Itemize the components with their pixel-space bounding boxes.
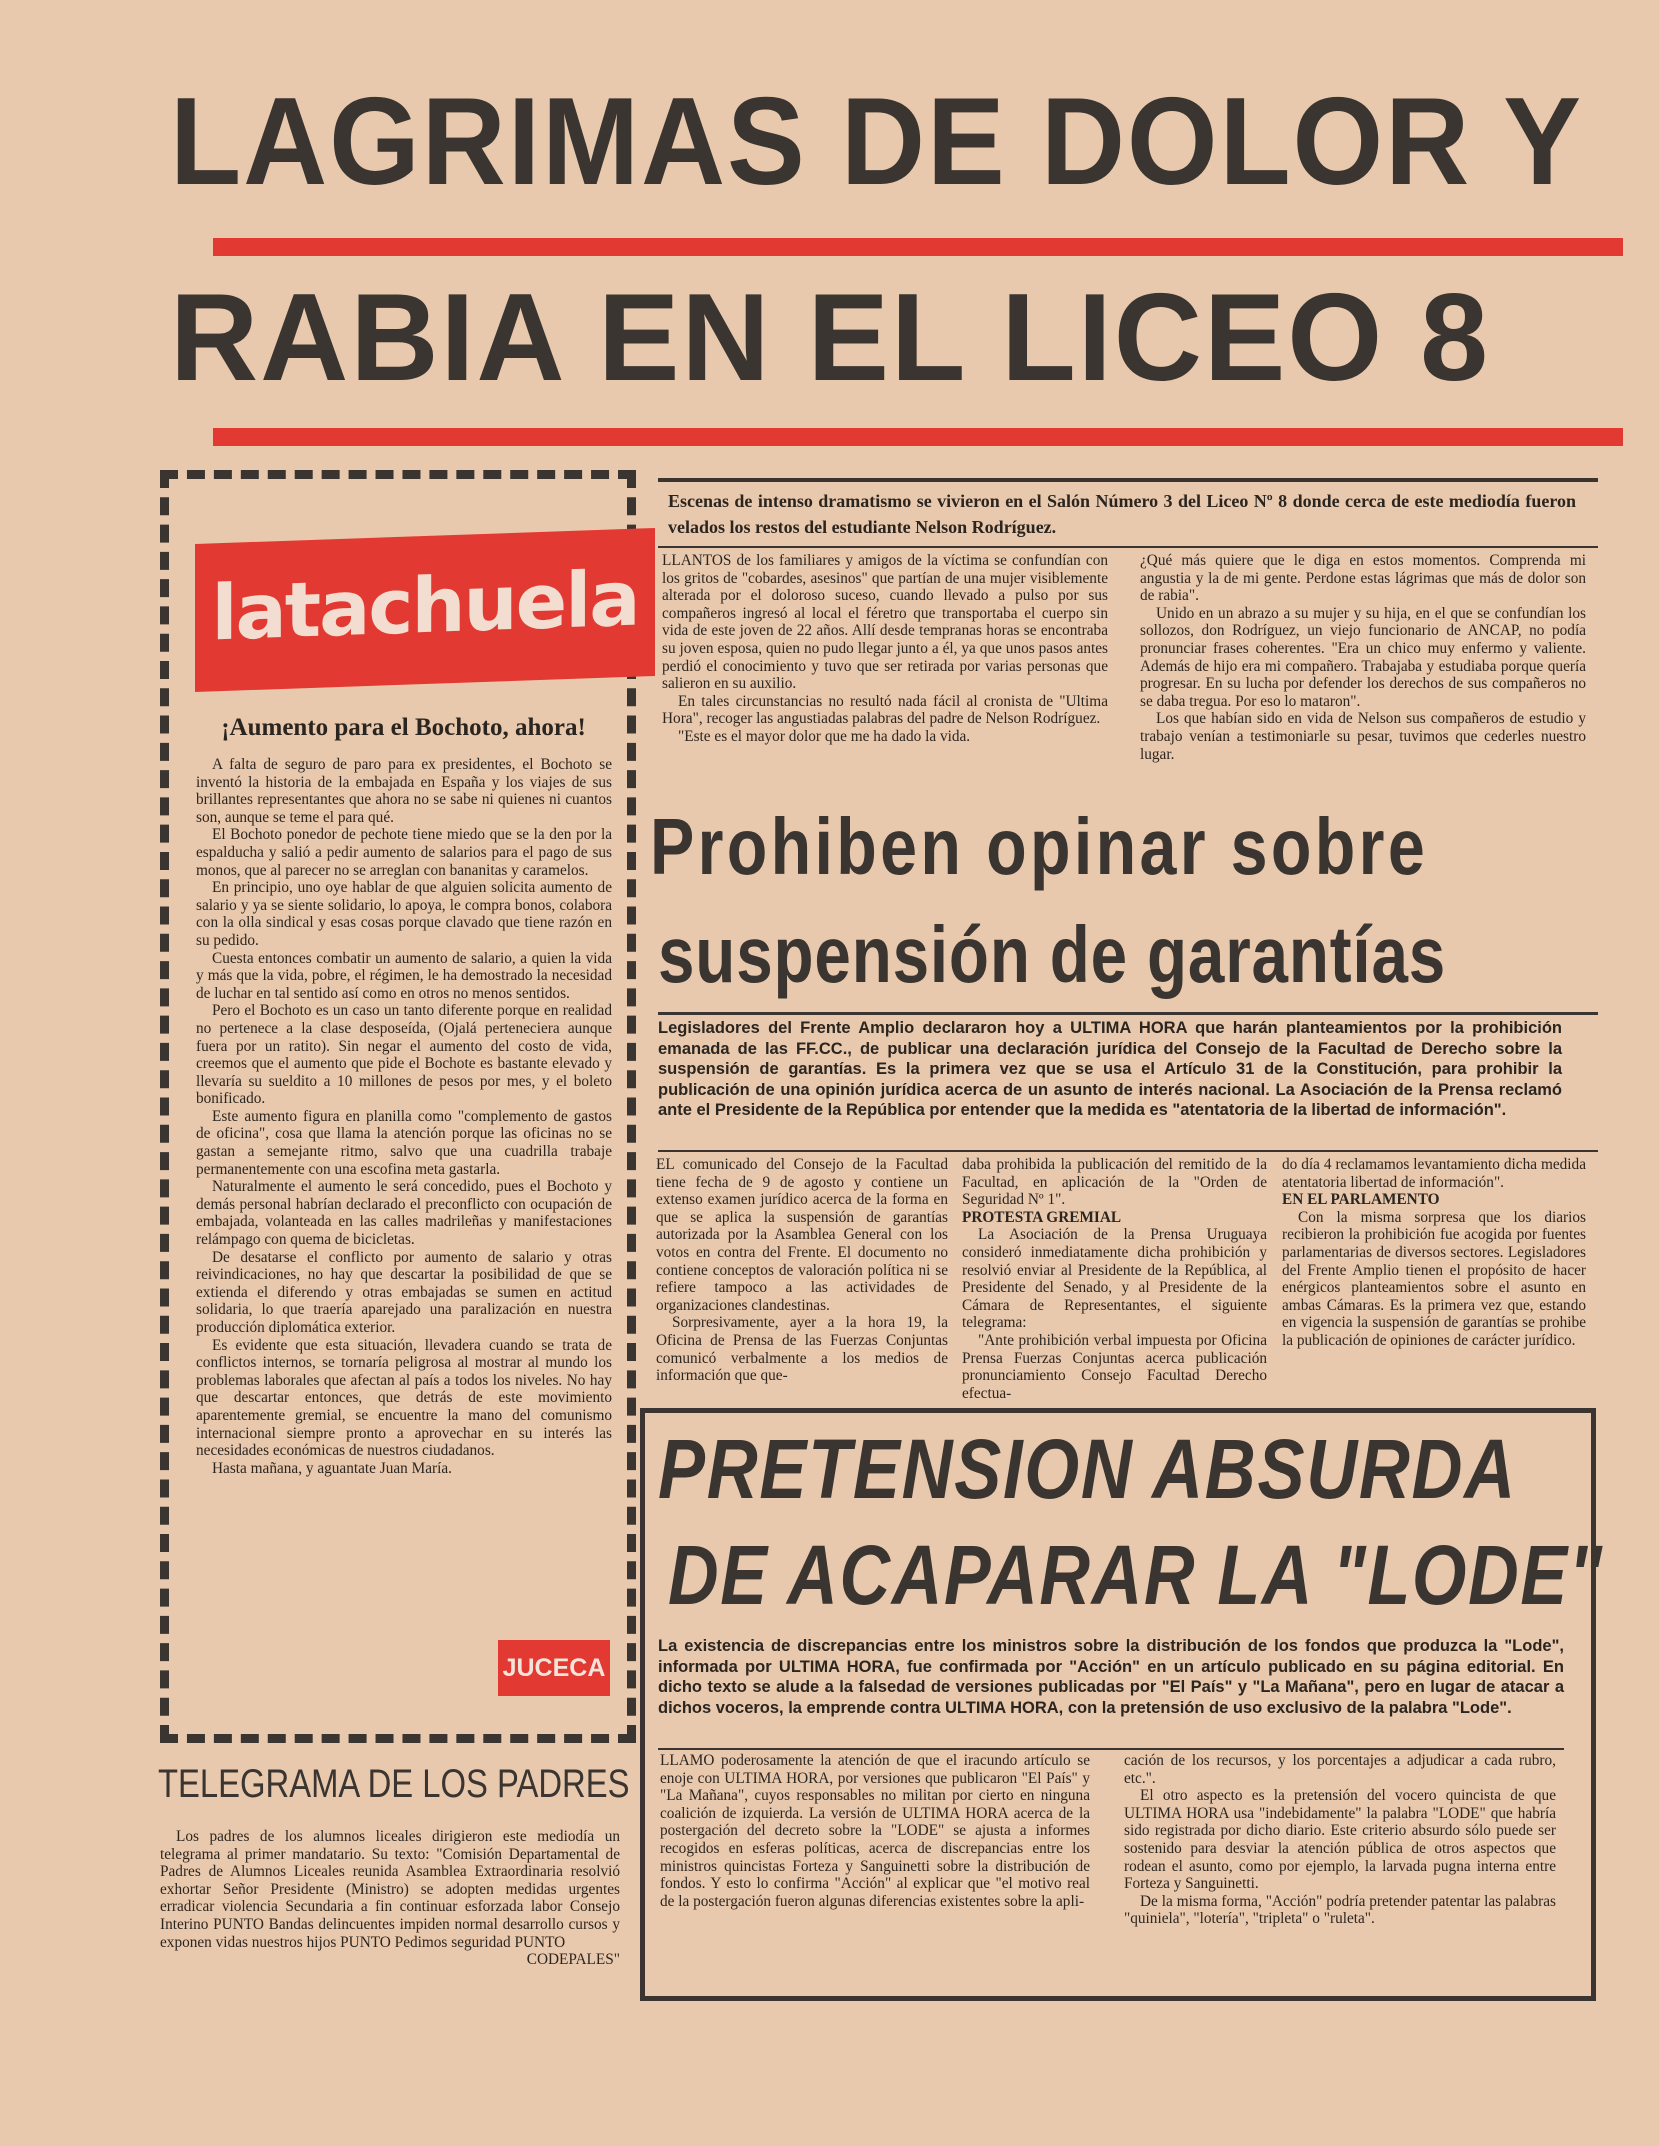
prohiben-paragraph: daba prohibida la publicación del remitido de la Facultad, en aplicación de la "Orden de Seguridad Nº 1". [962, 1156, 1267, 1209]
telegrama-title: TELEGRAMA DE LOS PADRES [158, 1762, 630, 1806]
prohiben-paragraph: La Asociación de la Prensa Uruguaya consideró inmediatamente dicha prohibición y resolvió enviar al Presidente de la República, al Presidente del Senado, y al Presidente de la Cámara de Representantes, el siguiente telegrama: [962, 1226, 1267, 1332]
prohiben-rule [658, 1012, 1598, 1015]
lode-col-2 [1124, 1752, 1556, 1928]
lode-paragraph: El otro aspecto es la pretensión del vocero quincista de que ULTIMA HORA usa "indebidamente" la palabra "LODE" que habría sido registrada por dicho diario. Este criterio absurdo sólo puede ser sostenido para desviar la atención pública de otros aspectos que rodean el asunto, como por ejemplo, la larvada pugna interna entre Forteza y Sanguinetti. [1124, 1787, 1556, 1893]
lode-paragraph: De la misma forma, "Acción" podría pretender patentar las palabras "quiniela", "lotería", "tripleta" o "ruleta". [1124, 1892, 1556, 1928]
tachuela-paragraph: De desatarse el conflicto por aumento de salario y otras reivindicaciones, no hay que descartar la posibilidad de que se extienda el diferendo y otras embajadas se sumen en actitud solidaria, lo que traería aparejado una paralización en nuestra producción diplomática exterior. [196, 1248, 612, 1336]
liceo-paragraph: Los que habían sido en vida de Nelson sus compañeros de estudio y trabajo venían a testimoniarle su pesar, tuvimos que cederles nuestro lugar. [1140, 710, 1586, 763]
liceo-col-1 [662, 552, 1108, 746]
tachuela-paragraph: A falta de seguro de paro para ex presidentes, el Bochoto se inventó la historia de la embajada en España y los viajes de sus brillantes representantes que ahora no se sabe ni quienes ni cuantos son, aunque se teme el para qué. [196, 756, 612, 826]
lead-rule-bottom [658, 546, 1598, 548]
liceo-lead: Escenas de intenso dramatismo se vivieron en el Salón Número 3 del Liceo Nº 8 donde cerca de este mediodía fueron velados los restos del estudiante Nelson Rodríguez. [668, 491, 1576, 537]
prohiben-col-1 [656, 1156, 948, 1385]
prohiben-title-2: suspensión de garantías [658, 910, 1447, 999]
lode-title-2: DE ACAPARAR LA "LODE" [668, 1528, 1604, 1622]
prohiben-col-2 [962, 1156, 1267, 1402]
tachuela-signature: JUCECA [498, 1640, 610, 1696]
prohiben-paragraph: Con la misma sorpresa que los diarios recibieron la prohibición fue acogida por fuentes parlamentarias de diversos sectores. Legisladores del Frente Amplio tienen el propósito de hacer enérgicos planteamientos sobre el asunto en ambas Cámaras. Es la primera vez que, estando en vigencia la suspensión de garantías se prohibe la publicación de opiniones de carácter jurídico. [1282, 1208, 1586, 1349]
liceo-paragraph: En tales circunstancias no resultó nada fácil al cronista de "Ultima Hora", recoger las angustiadas palabras del padre de Nelson Rodríguez. [662, 692, 1108, 728]
prohiben-paragraph: do día 4 reclamamos levantamiento dicha medida atentatoria libertad de información". [1282, 1156, 1586, 1191]
lode-col-1 [660, 1752, 1090, 1910]
lode-paragraph: cación de los recursos, y los porcentajes a adjudicar a cada rubro, etc.". [1124, 1752, 1556, 1787]
tachuela-paragraph: Pero el Bochoto es un caso un tanto diferente porque en realidad no pertenece a la clase desposeída, (Ojalá perteneciera aunque fuera por un ratito). Sin negar el aumento del costo de vida, creemos que el aumento que pide el Bochote es bastante elevado y llevaría su sueldito a 10 millones de pesos por mes, y el boleto bonificado. [196, 1002, 612, 1108]
tachuela-paragraph: Este aumento figura en planilla como "complemento de gastos de oficina", cosa que llama la atención porque las oficinas no se gastan a semejante ritmo, salvo que una cuadrilla trabaje permanentemente con una escofina meta gastarla. [196, 1107, 612, 1178]
prohiben-lead: Legisladores del Frente Amplio declararon hoy a ULTIMA HORA que harán planteamientos por la prohibición emanada de las FF.CC., de publicar una declaración jurídica del Consejo de la Facultad de Derecho sobre la suspensión de garantías. Es la primera vez que se usa el Artículo 31 de la Constitución, para prohibir la publicación de una opinión jurídica acerca de un asunto de interés nacional. La Asociación de la Prensa reclamó ante el Presidente de la República por entender que la medida es "atentatoria de la libertad de información". [658, 1019, 1562, 1119]
liceo-paragraph: "Este es el mayor dolor que me ha dado la vida. [678, 727, 971, 745]
lode-paragraph: LLAMO poderosamente la atención de que el iracundo artículo se enoje con ULTIMA HORA, por versiones que publicaron "El País" y "La Mañana", cuyos responsables no militan por cierto en ninguna coalición de izquierda. La versión de ULTIMA HORA acerca de la postergación del decreto sobre la "LODE" se ajusta a informes recogidos en esferas políticas, acerca de discrepancias entre los ministros quincistas Forteza y Sanguinetti sobre la distribución de fondos. Y esto lo confirma "Acción" al explicar que "el motivo real de la postergación fueron algunas diferencias existentes sobre la apli- [660, 1752, 1090, 1910]
prohiben-subhead: EN EL PARLAMENTO [1282, 1191, 1440, 1209]
tachuela-paragraph: En principio, uno oye hablar de que alguien solicita aumento de salario y ya se siente solidario, lo apoya, le compra bonos, colabora con la olla sindical y esas cosas porque clavado que tiene razón en su pedido. [196, 879, 612, 949]
tachuela-paragraph: Es evidente que esta situación, llevadera cuando se trata de conflictos internos, se tornaría peligrosa al mostrar al mundo los problemas laborales que afectan al país a todos los niveles. No hay que descartar entonces, que detrás de este movimiento aparentemente gremial, se encuentre la mano del comunismo internacional siempre pronto a aprovechar en su interés las necesidades económicas de nuestros ciudadanos. [196, 1336, 612, 1460]
tachuela-title: ¡Aumento para el Bochoto, ahora! [221, 714, 586, 741]
liceo-paragraph: Unido en un abrazo a su mujer y su hija, en el que se confundían los sollozos, don Rodríguez, un viejo funcionario de ANCAP, no podía pronunciar frases coherentes. "Era un chico muy enfermo y valiente. Además de hijo era mi compañero. Trabajaba y estudiaba porque quería progresar. En su lucha por defender los derechos de sus compañeros no se daba tregua. Por eso lo mataron". [1140, 604, 1586, 710]
telegrama-sign: CODEPALES" [526, 1951, 620, 1969]
prohiben-col-3 [1282, 1156, 1586, 1350]
lode-title-1: PRETENSION ABSURDA [658, 1422, 1517, 1516]
liceo-paragraph: LLANTOS de los familiares y amigos de la víctima se confundían con los gritos de "cobardes, asesinos" que partían de una mujer visiblemente alterada por el doloroso suceso, cuando llevado a pulso por sus compañeros ingresó al local el féretro que transportaba el cuerpo sin vida de este joven de 22 años. Allí desde tempranas horas se encontraba su joven esposa, quien no pudo llegar junto a él, ya que unos pasos antes perdió el conocimiento y tuvo que ser retirada por varias personas que salieron en su auxilio. [662, 552, 1108, 693]
tachuela-paragraph: Hasta mañana, y aguantate Juan María. [212, 1459, 452, 1477]
tachuela-body [196, 756, 612, 1477]
tachuela-paragraph: Naturalmente el aumento le será concedido, pues el Bochoto y demás personal habrían declarado el preconflicto con ocupación de embajada, volanteada en las calles madrileñas y manifestaciones relámpago con quema de bicicletas. [196, 1178, 612, 1249]
headline-line-2: RABIA EN EL LICEO 8 [170, 269, 1491, 407]
telegrama-text: Los padres de los alumnos liceales dirigieron este mediodía un telegrama al primer mandatario. Su texto: "Comisión Departamental de Padres de Alumnos Liceales reunida Asamblea Extraordinaria resolvió exhortar Señor Presidente (Ministro) se adopten medidas urgentes erradicar violencia Secundaria a fin continuar esforzada labor Consejo Interino PUNTO Bandas delincuentes impiden normal desarrollo cursos y exponen vidas nuestros hijos PUNTO Pedimos seguridad PUNTO [160, 1828, 620, 1951]
prohiben-rule-bottom [658, 1150, 1598, 1152]
prohiben-paragraph: "Ante prohibición verbal impuesta por Oficina Prensa Fuerzas Conjuntas acerca publicación pronunciamiento Consejo Facultad Derecho efectua- [962, 1331, 1267, 1402]
tachuela-paragraph: El Bochoto ponedor de pechote tiene miedo que se la den por la espalducha y salió a pedir aumento de salarios para el pago de sus monos, que al parecer no se arreglan con bananitas y caramelos. [196, 826, 612, 879]
tachuela-paragraph: Cuesta entonces combatir un aumento de salario, a quien la vida y más que la vida, pobre, el régimen, le ha demostrado la necesidad de luchar en tal sentido así como en otros no menos sentidos. [196, 949, 612, 1002]
headline-rule-2 [213, 428, 1623, 446]
lead-rule [658, 478, 1598, 482]
tachuela-logo-block [195, 528, 655, 692]
prohiben-title-1: Prohiben opinar sobre [650, 802, 1429, 891]
telegrama-body [160, 1828, 620, 1969]
lode-rule [658, 1748, 1564, 1750]
prohiben-subhead: PROTESTA GREMIAL [962, 1208, 1122, 1226]
lode-lead: La existencia de discrepancias entre los ministros sobre la distribución de los fondos que produzca la "Lode", informada por ULTIMA HORA, fue confirmada por "Acción" en un artículo publicado en su página editorial. En dicho texto se alude a la falsedad de versiones publicadas por "El País" y "La Mañana", pero en lugar de atacar a dichos voceros, la emprende contra ULTIMA HORA, con la pretensión de uso exclusivo de la palabra "Lode". [658, 1637, 1564, 1717]
liceo-paragraph: ¿Qué más quiere que le diga en estos momentos. Comprenda mi angustia y la de mi gente. Perdone estas lágrimas que más de dolor son de rabia". [1140, 552, 1586, 605]
prohiben-paragraph: Sorpresivamente, ayer a la hora 19, la Oficina de Prensa de las Fuerzas Conjuntas comunicó verbalmente a los medios de información que que- [656, 1314, 948, 1385]
tachuela-logo: latachuela [211, 553, 639, 658]
headline-rule-1 [213, 238, 1623, 256]
headline-line-1: LAGRIMAS DE DOLOR Y [170, 73, 1583, 211]
prohiben-paragraph: EL comunicado del Consejo de la Facultad tiene fecha de 9 de agosto y contiene un extenso examen jurídico acerca de la forma en que se aplica la suspensión de garantías autorizada por la Asamblea General con los votos en contra del Frente. El documento no contiene conceptos de valoración política ni se refiere tampoco a las actividades de organizaciones clandestinas. [656, 1156, 948, 1314]
liceo-col-2 [1140, 552, 1586, 763]
